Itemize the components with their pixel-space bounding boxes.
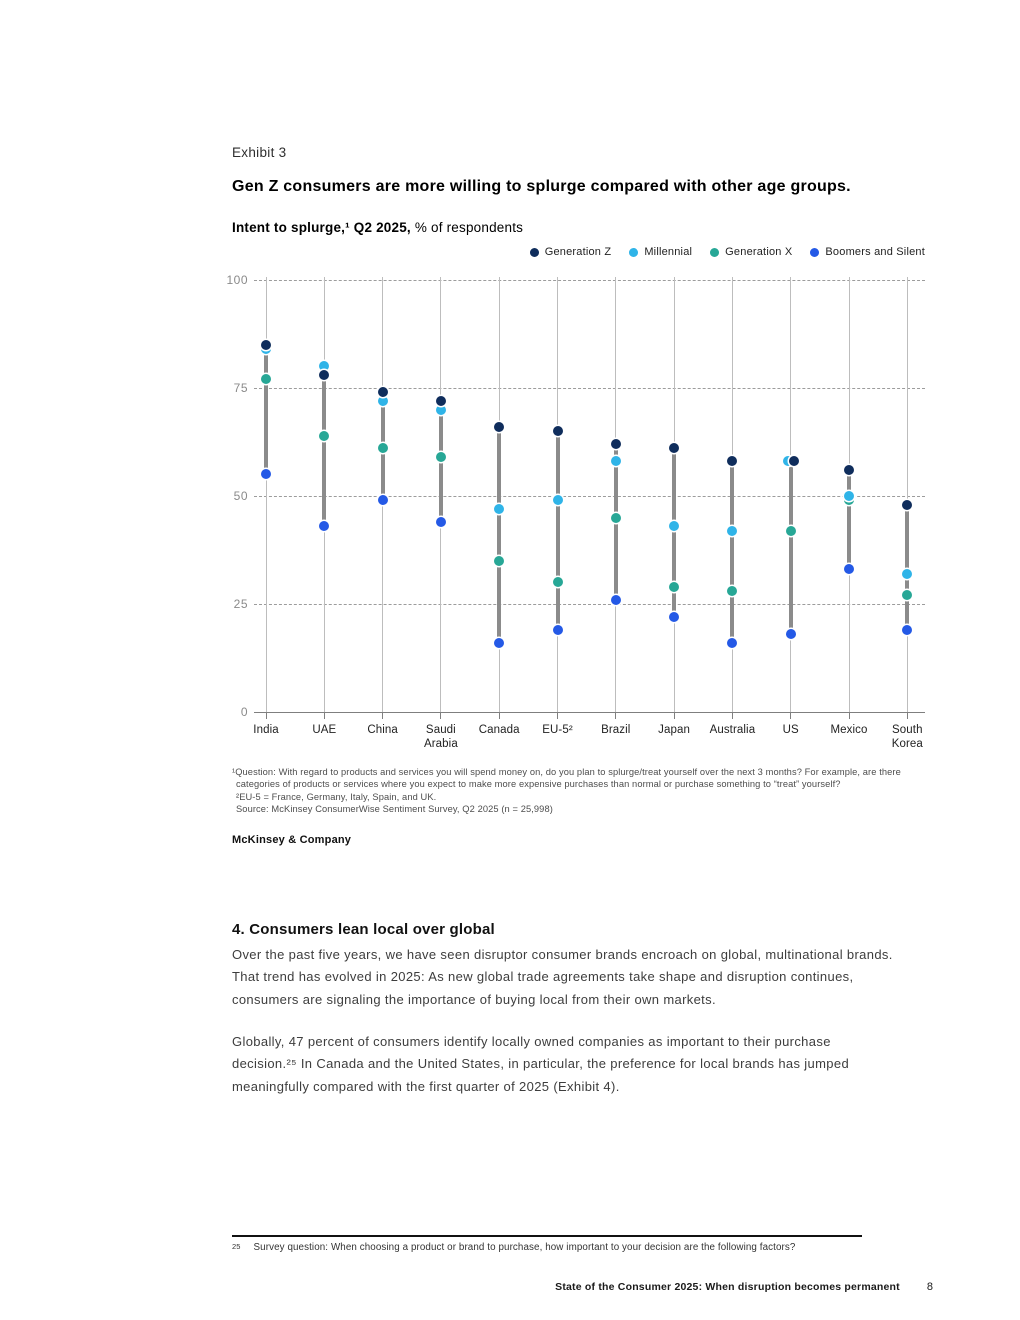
range-bar — [556, 431, 560, 630]
x-axis-label: Australia — [709, 724, 756, 736]
y-gridline-25 — [254, 604, 925, 605]
body-paragraph-2: Globally, 47 percent of consumers identify locally owned companies as important to their purchase decision.²⁵ In Canada and the United States, in particular, the preference for local brands has jumped meaningfully compared with the first quarter of 2025 (Exhibit 4). — [232, 1034, 850, 1094]
chart-footnotes — [232, 766, 932, 815]
legend-marker-icon — [530, 248, 539, 257]
data-point — [319, 521, 329, 531]
legend-label: Millennial — [644, 246, 693, 258]
category-gridline — [907, 277, 908, 712]
x-axis-label: China — [367, 724, 398, 736]
data-point — [786, 526, 796, 536]
y-gridline-50 — [254, 496, 925, 497]
range-bar — [847, 470, 851, 569]
footer-page-number: 8 — [926, 1281, 933, 1293]
legend-item-generation-x — [710, 246, 792, 258]
axis-tick — [849, 713, 850, 719]
data-point — [786, 629, 796, 639]
y-gridline-100 — [254, 280, 925, 281]
data-point — [844, 564, 854, 574]
x-axis-label: EU-5² — [542, 724, 573, 736]
data-point — [261, 374, 271, 384]
footnote-divider — [232, 1235, 862, 1237]
section-heading: 4. Consumers lean local over global — [232, 921, 495, 938]
data-point — [669, 582, 679, 592]
data-point — [669, 443, 679, 453]
data-point — [553, 426, 563, 436]
x-axis-label: South Korea — [891, 724, 923, 750]
page-footnote-marker: 25 — [232, 1242, 241, 1251]
data-point — [902, 590, 912, 600]
data-point — [611, 439, 621, 449]
data-point — [727, 456, 737, 466]
data-point — [494, 638, 504, 648]
splurge-chart — [222, 273, 962, 780]
legend-marker-icon — [629, 248, 638, 257]
data-point — [902, 625, 912, 635]
data-point — [436, 517, 446, 527]
x-axis-label: Mexico — [830, 724, 868, 736]
page-footnote-text: Survey question: When choosing a product or brand to purchase, how important to your decision are the following factors? — [253, 1242, 796, 1253]
legend-item-generation-z — [530, 246, 612, 258]
axis-tick — [440, 713, 441, 719]
mckinsey-logo: McKinsey & Company — [232, 834, 352, 846]
legend-marker-icon — [710, 248, 719, 257]
axis-tick — [615, 713, 616, 719]
y-axis-label-25: 25 — [233, 597, 248, 611]
range-bar — [905, 505, 909, 630]
data-point — [902, 569, 912, 579]
page-footer — [555, 1281, 933, 1293]
exhibit-label: Exhibit 3 — [232, 145, 287, 160]
data-point — [436, 452, 446, 462]
range-bar — [497, 427, 501, 643]
data-point — [436, 405, 446, 415]
body-paragraph-1: Over the past five years, we have seen disruptor consumer brands encroach on global, multinational brands. That trend has evolved in 2025: As new global trade agreements take shape and disruption continues, consumers are signaling the importance of buying local from their own markets. — [232, 947, 893, 1007]
axis-tick — [266, 713, 267, 719]
range-bar — [789, 461, 793, 634]
footnote-source: Source: McKinsey ConsumerWise Sentiment Survey, Q2 2025 (n = 25,998) — [236, 803, 553, 814]
data-point — [319, 370, 329, 380]
axis-tick — [499, 713, 500, 719]
data-point — [553, 625, 563, 635]
chart-title: Gen Z consumers are more willing to splurge compared with other age groups. — [232, 178, 851, 195]
y-axis-label-75: 75 — [233, 381, 248, 395]
data-point — [611, 595, 621, 605]
legend-label: Generation Z — [544, 246, 612, 258]
legend-label: Boomers and Silent — [825, 246, 925, 258]
data-point — [378, 387, 388, 397]
data-point — [611, 513, 621, 523]
y-axis-label-50: 50 — [233, 489, 248, 503]
data-point — [436, 396, 446, 406]
x-axis-line — [254, 712, 925, 713]
footnote-eu5: ²EU-5 = France, Germany, Italy, Spain, and UK. — [236, 791, 437, 802]
legend-item-boomers-and-silent — [810, 246, 925, 258]
legend-marker-icon — [810, 248, 819, 257]
plot-area — [226, 273, 925, 750]
data-point — [261, 469, 271, 479]
chart-legend — [530, 246, 925, 258]
footer-report-title: State of the Consumer 2025: When disruption becomes permanent — [555, 1281, 900, 1293]
x-axis-label: Canada — [478, 724, 520, 736]
data-point — [378, 443, 388, 453]
data-point — [378, 396, 388, 406]
x-axis-label: Saudi Arabia — [423, 724, 458, 750]
legend-label: Generation X — [725, 246, 793, 258]
data-point — [553, 577, 563, 587]
footnote-question-line1: ¹Question: With regard to products and services you will spend money on, do you plan to splurge/treat yourself over the next 3 months? For example, are there — [232, 767, 901, 777]
range-bar — [264, 345, 268, 475]
data-point — [727, 638, 737, 648]
y-axis-label-100: 100 — [226, 273, 248, 287]
range-bar — [730, 461, 734, 642]
data-point — [844, 465, 854, 475]
chart-subtitle-units: % of respondents — [410, 220, 524, 235]
page-footnote — [232, 1242, 912, 1253]
y-gridline-75 — [254, 388, 925, 389]
range-bar — [322, 366, 326, 526]
chart-subtitle-bold: Intent to splurge,¹ Q2 2025, — [232, 220, 411, 235]
chart-subtitle — [232, 220, 523, 235]
data-point — [319, 431, 329, 441]
axis-tick — [674, 713, 675, 719]
axis-tick — [324, 713, 325, 719]
data-point — [727, 526, 737, 536]
data-point — [553, 495, 563, 505]
legend-item-millennial — [629, 246, 692, 258]
footnote-question-line2: categories of products or services where you expect to make more expensive purchases than normal or purchase something to “treat” yourself? — [236, 779, 841, 790]
axis-tick — [907, 713, 908, 719]
x-axis-label: Brazil — [601, 724, 631, 736]
axis-tick — [382, 713, 383, 719]
data-point — [494, 556, 504, 566]
data-point — [669, 521, 679, 531]
axis-tick — [557, 713, 558, 719]
axis-tick — [732, 713, 733, 719]
data-point — [727, 586, 737, 596]
data-point — [844, 491, 854, 501]
data-point — [378, 495, 388, 505]
data-point — [611, 456, 621, 466]
x-axis-label: Japan — [658, 724, 691, 736]
data-point — [902, 500, 912, 510]
data-point — [494, 504, 504, 514]
data-point — [789, 456, 799, 466]
data-point — [494, 422, 504, 432]
x-axis-label: UAE — [312, 724, 337, 736]
x-axis-label: US — [782, 724, 799, 736]
data-point — [669, 612, 679, 622]
data-point — [261, 340, 271, 350]
axis-tick — [790, 713, 791, 719]
y-axis-label-0: 0 — [240, 705, 248, 719]
x-axis-label: India — [253, 724, 279, 736]
